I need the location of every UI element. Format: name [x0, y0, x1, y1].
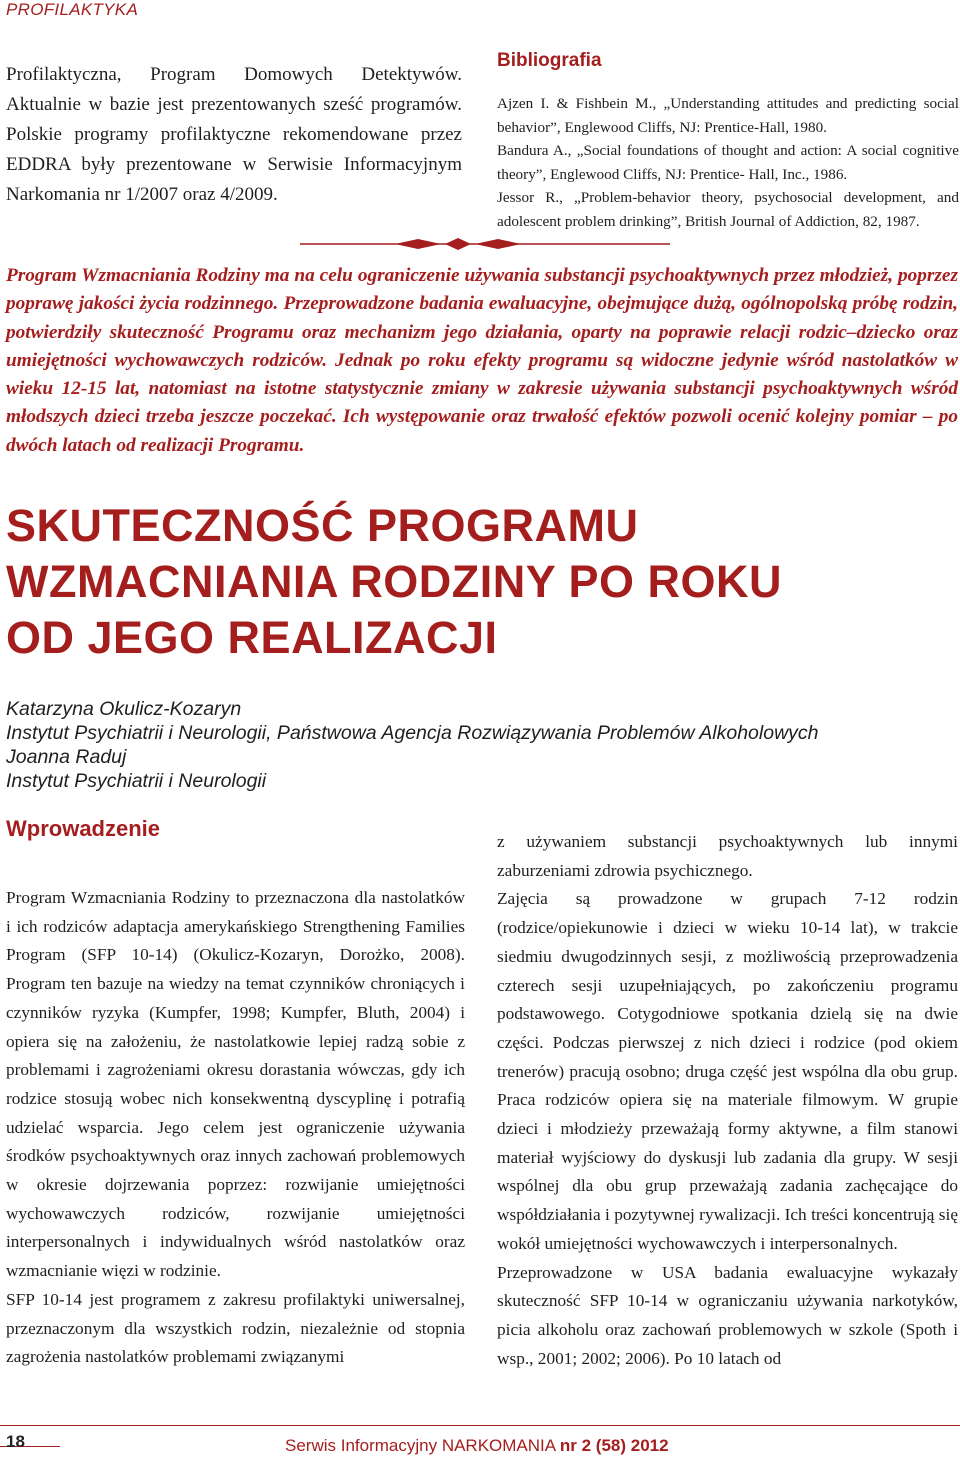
footer-journal-name: Serwis Informacyjny NARKOMANIA	[285, 1436, 560, 1455]
title-line-3: OD JEGO REALIZACJI	[6, 612, 498, 663]
footer-divider	[0, 1425, 960, 1426]
body-paragraph: z używaniem substancji psychoaktywnych lub innymi zaburzeniami zdrowia psychicznego.	[497, 832, 958, 880]
body-paragraph: SFP 10-14 jest programem z zakresu profilaktyki uniwersalnej, przeznaczonym dla wszystkich rodzin, niezależnie od stopnia zagrożenia nastolatków problemami związanymi	[6, 1289, 465, 1367]
body-paragraph: Przeprowadzone w USA badania ewaluacyjne wykazały skuteczność SFP 10-14 w ograniczaniu używania narkotyków, picia alkoholu oraz zachowań problemowych w szkole (Spoth i wsp., 2001; 2002; 2006). Po 10 latach od	[497, 1262, 958, 1368]
author-block	[6, 697, 958, 793]
bibliography-item	[497, 92, 959, 139]
footer-issue: nr 2 (58) 2012	[559, 1436, 669, 1455]
section-heading: Wprowadzenie	[6, 816, 161, 841]
footer-journal	[285, 1436, 669, 1456]
article-title	[6, 498, 958, 666]
bibliography-heading: Bibliografia	[497, 50, 602, 71]
author-name: Joanna Raduj	[6, 746, 127, 768]
bibliography-author: Ajzen I. & Fishbein M.	[497, 95, 653, 112]
bibliography-item	[497, 186, 959, 233]
body-column-left	[6, 884, 465, 1372]
page-number: 18	[6, 1432, 25, 1451]
bibliography-author: Jessor R.	[497, 189, 560, 207]
section-tag: PROFILAKTYKA	[6, 0, 139, 19]
title-line-1: SKUTECZNOŚĆ PROGRAMU	[6, 500, 639, 551]
title-line-2: WZMACNIANIA RODZINY PO ROKU	[6, 556, 782, 607]
ornament-divider-icon	[300, 236, 670, 252]
bibliography-reference: , „Social foundations of thought and action: A social cognitive theory”, Englewood Cliffs, NJ: Prentice- Hall, Inc., 1986.	[497, 142, 959, 183]
body-paragraph: Program Wzmacniania Rodziny to przeznaczona dla nastolatków i ich rodziców adaptacja amerykańskiego Strengthening Families Program (SFP 10-14) (Okulicz-Kozaryn, Dorożko, 2008). Program ten bazuje na wiedzy na temat czynników chroniących i czynników ryzyka (Kumpfer, 1998; Kumpfer, Bluth, 2004) i opiera się na założeniu, że nastolatkowie lepiej radzą sobie z problemami i zagrożeniami okresu dorastania wówczas, gdy ich rodzice stosują wobec nich konsekwentną dyscyplinę i potrafią udzielać wsparcia. Jego celem jest ograniczenie używania środków psychoaktywnych oraz innych zachowań problemowych w okresie dojrzewania poprzez: rozwijanie umiejętności wychowawczych rodziców, rozwijanie umiejętności interpersonalnych i indywidualnych wśród nastolatków oraz wzmacnianie więzi w rodzinie.	[6, 888, 465, 1281]
body-column-right	[497, 828, 958, 1373]
author-affiliation: Instytut Psychiatrii i Neurologii	[6, 770, 267, 792]
body-paragraph: Zajęcia są prowadzone w grupach 7-12 rodzin (rodzice/opiekunowie i dzieci w wieku 10-14 lat), w trakcie siedmiu dwugodzinnych sesji, z możliwością przeprowadzenia czterech sesji uzupełniających, po zakończeniu programu podstawowego. Cotygodniowe spotkania dzielą się na dwie części. Podczas pierwszej z nich dzieci i rodzice (pod okiem trenerów) pracują osobno; druga część jest wspólna dla obu grup. Praca rodziców opiera się na materiale filmowym. W grupie dzieci i młodzieży przeważają formy aktywne, a film stanowi materiał wyjściowy do dyskusji lub zadania dla grupy. W sesji wspólnej dla obu grup przeważają zadania zachęcające do współdziałania i pozytywnej rywalizacji. Ich treści koncentrują się wokół umiejętności wychowawczych i interpersonalnych.	[497, 889, 958, 1253]
bibliography-reference: , „Understanding attitudes and predicting social behavior”, Englewood Cliffs, NJ: Prentice-Hall, 1980.	[497, 95, 959, 136]
author-name: Katarzyna Okulicz-Kozaryn	[6, 698, 242, 720]
lead-paragraph: Program Wzmacniania Rodziny ma na celu ograniczenie używania substancji psychoaktywnych przez młodzież, poprzez poprawę jakości życia rodzinnego. Przeprowadzone badania ewaluacyjne, obejmujące dużą, ogólnopolską próbę rodzin, potwierdziły skuteczność Programu oraz mechanizm jego działania, oparty na poprawie relacji rodzic–dziecko oraz umiejętności wychowawczych rodziców. Jednak po roku efekty programu są widoczne jedynie wśród nastolatków w wieku 12-15 lat, natomiast na istotne statystycznie zmiany w zakresie używania substancji psychoaktywnych wśród młodszych dzieci trzeba jeszcze poczekać. Ich występowanie oraz trwałość efektów pozwoli ocenić kolejny pomiar – po dwóch latach od realizacji Programu.	[6, 265, 958, 456]
bibliography-author: Bandura A.	[497, 142, 568, 160]
bibliography-item	[497, 139, 959, 186]
bibliography-reference: , „Problem-behavior theory, psychosocial development, and adolescent problem drinking”, British Journal of Addiction, 82, 1987.	[497, 189, 959, 230]
bibliography-list	[497, 92, 959, 234]
author-affiliation: Instytut Psychiatrii i Neurologii, Państwowa Agencja Rozwiązywania Problemów Alkoholowych	[6, 722, 819, 744]
intro-continuation-text: Profilaktyczna, Program Domowych Detektywów. Aktualnie w bazie jest prezentowanych sześć programów. Polskie programy profilaktyczne rekomendowane przez EDDRA były prezentowane w Serwisie Informacyjnym Narkomania nr 1/2007 oraz 4/2009.	[6, 64, 462, 205]
